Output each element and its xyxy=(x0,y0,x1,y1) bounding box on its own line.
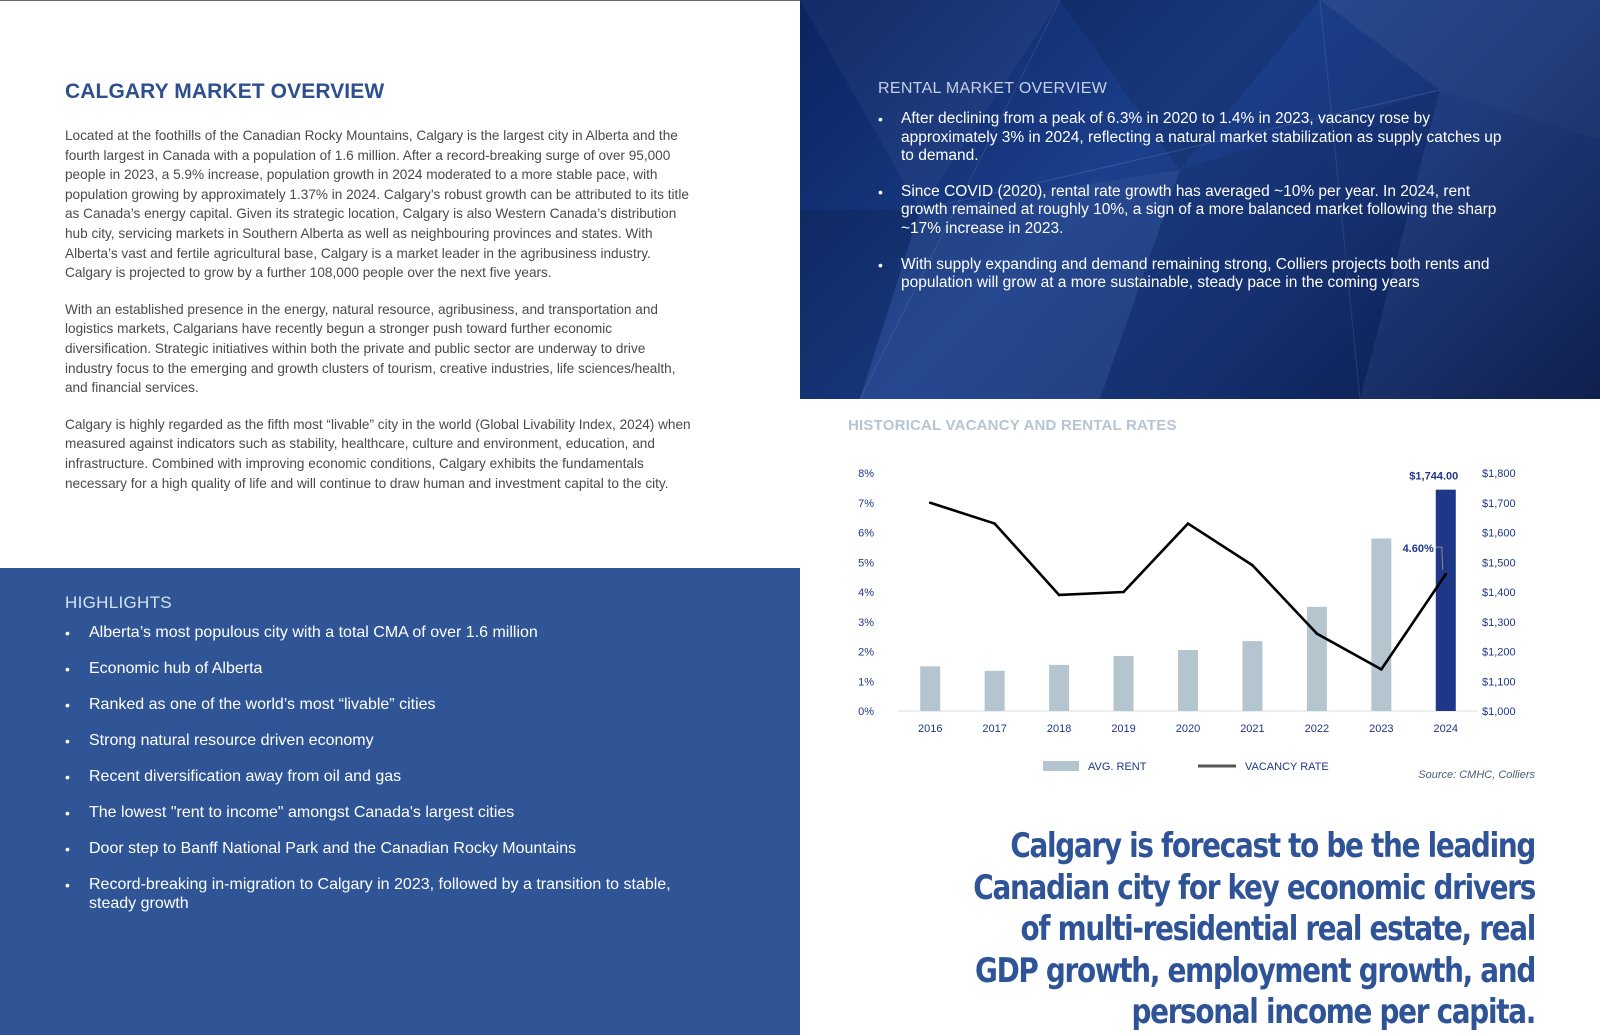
chart-source: Source: CMHC, Colliers xyxy=(1418,769,1535,781)
rental-item: • Since COVID (2020), rental rate growth has averaged ~10% per year. In 2024, rent growth remained at roughly 10%, a sign of a more balanced market following the sharp ~17% increase in 2023. xyxy=(878,183,1518,239)
market-overview-section xyxy=(65,80,695,510)
y-right-tick-label: $1,500 xyxy=(1482,557,1516,570)
x-tick-label: 2019 xyxy=(1111,723,1136,735)
rent-bar xyxy=(1178,650,1198,711)
vacancy-point xyxy=(1122,591,1125,594)
vacancy-point xyxy=(929,501,932,504)
overview-paragraph-2: With an established presence in the energy, natural resource, agribusiness, and transportation and logistics markets, Calgarians have recently begun a stronger push toward further economic diversification. Strategic initiatives within both the private and public sector are underway to drive industry focus to the emerging and growth clusters of tourism, creative industries, life sciences/health, and financial services. xyxy=(65,301,676,396)
y-right-tick-label: $1,600 xyxy=(1482,527,1516,540)
rental-overview-title: RENTAL MARKET OVERVIEW xyxy=(878,80,1108,97)
rent-bar xyxy=(1307,607,1327,711)
rental-item: • After declining from a peak of 6.3% in 2020 to 1.4% in 2023, vacancy rose by approximately 3% in 2024, reflecting a natural market stabilization as supply catches up to demand. xyxy=(878,110,1518,166)
rental-item: • With supply expanding and demand remaining strong, Colliers projects both rents and population will grow at a more sustainable, steady pace in the coming years xyxy=(878,256,1518,293)
chart-title: HISTORICAL VACANCY AND RENTAL RATES xyxy=(848,417,1177,434)
y-left-tick-label: 6% xyxy=(858,527,874,540)
highlights-panel xyxy=(0,568,800,1035)
x-tick-label: 2018 xyxy=(1046,723,1072,735)
y-left-tick-label: 7% xyxy=(858,497,874,510)
x-tick-label: 2017 xyxy=(982,723,1007,735)
rent-bar xyxy=(1049,665,1069,711)
y-right-tick-label: $1,700 xyxy=(1482,497,1516,510)
highlight-item: • Economic hub of Alberta xyxy=(65,660,685,679)
x-tick-label: 2023 xyxy=(1369,723,1394,735)
vacancy-point xyxy=(1444,573,1447,576)
legend-label-vacancy: VACANCY RATE xyxy=(1245,761,1329,773)
y-left-tick-label: 2% xyxy=(858,646,874,659)
rent-bar xyxy=(920,666,940,711)
x-tick-label: 2021 xyxy=(1240,723,1265,735)
highlight-item: • Ranked as one of the world’s most “livable” cities xyxy=(65,696,685,715)
y-right-tick-label: $1,800 xyxy=(1482,468,1516,480)
vacancy-point xyxy=(1187,522,1190,525)
vacancy-point xyxy=(1251,564,1254,567)
vacancy-point xyxy=(993,522,996,525)
rent-bar xyxy=(1242,641,1262,711)
rental-overview-list xyxy=(878,110,1518,310)
market-overview-title: CALGARY MARKET OVERVIEW xyxy=(65,80,385,103)
vacancy-rent-chart xyxy=(848,455,1548,790)
y-left-tick-label: 0% xyxy=(858,706,874,718)
rental-overview-panel xyxy=(800,0,1600,399)
forecast-quote: Calgary is forecast to be the leading Canadian city for key economic drivers of multi-residential real estate, real GDP growth, employment growth, and personal income per capita. xyxy=(973,826,1535,1032)
legend-label-rent: AVG. RENT xyxy=(1088,761,1147,773)
rent-bar xyxy=(1114,656,1134,711)
overview-paragraph-3: Calgary is highly regarded as the fifth most “livable” city in the world (Global Livability Index, 2024) when measured against indicators such as stability, healthcare, culture and environment, education, and infrastructure. Combined with improving economic conditions, Calgary exhibits the fundamentals necessary for a high quality of life and will continue to draw human and investment capital to the city. xyxy=(65,416,691,491)
highlights-title: HIGHLIGHTS xyxy=(65,593,172,612)
vacancy-point xyxy=(1058,594,1061,597)
vacancy-rate-line xyxy=(930,503,1446,670)
vacancy-point xyxy=(1380,668,1383,671)
vacancy-point xyxy=(1316,632,1319,635)
legend-swatch-rent xyxy=(1043,761,1079,771)
rent-bar xyxy=(1371,538,1391,711)
y-right-tick-label: $1,300 xyxy=(1482,616,1516,629)
highlight-item: • Recent diversification away from oil and gas xyxy=(65,768,685,787)
y-right-tick-label: $1,200 xyxy=(1482,646,1516,659)
highlight-item: • Alberta’s most populous city with a total CMA of over 1.6 million xyxy=(65,624,685,643)
y-left-tick-label: 3% xyxy=(858,616,874,629)
rent-bar xyxy=(985,671,1005,711)
highlights-list xyxy=(65,624,685,931)
y-right-tick-label: $1,400 xyxy=(1482,587,1516,599)
highlight-item: • Strong natural resource driven economy xyxy=(65,732,685,751)
x-tick-label: 2024 xyxy=(1433,723,1459,735)
y-right-tick-label: $1,000 xyxy=(1482,706,1516,718)
highlight-item: • Door step to Banff National Park and the Canadian Rocky Mountains xyxy=(65,840,685,859)
highlight-item: • Record-breaking in-migration to Calgary in 2023, followed by a transition to stable, steady growth xyxy=(65,876,685,913)
y-left-tick-label: 8% xyxy=(858,468,874,480)
x-tick-label: 2022 xyxy=(1304,723,1330,735)
rent-bar xyxy=(1436,490,1456,711)
y-left-tick-label: 5% xyxy=(858,557,874,570)
x-tick-label: 2016 xyxy=(917,723,943,735)
y-left-tick-label: 4% xyxy=(858,587,874,599)
overview-paragraph-1: Located at the foothills of the Canadian Rocky Mountains, Calgary is the largest city in Alberta and the fourth largest in Canada with a population of 1.6 million. After a record-breaking surge of over 95,000 people in 2023, a 5.9% increase, population growth in 2024 moderated to a more stable pace, with population growing by approximately 1.37% in 2024. Calgary’s robust growth can be attributed to its title as Canada’s energy capital. Given its strategic location, Calgary is also Western Canada’s distribution hub city, servicing markets in Southern Alberta as well as neighbouring provinces and states. With Alberta’s vast and fertile agricultural base, Calgary is a market leader in the agribusiness industry. Calgary is projected to grow by a further 108,000 people over the next five years. xyxy=(65,128,689,281)
top-rule xyxy=(0,0,800,1)
y-right-tick-label: $1,100 xyxy=(1482,676,1516,689)
y-left-tick-label: 1% xyxy=(858,676,874,689)
highlight-item: • The lowest "rent to income" amongst Canada's largest cities xyxy=(65,804,685,823)
rent-data-label: $1,744.00 xyxy=(1409,470,1459,483)
x-tick-label: 2020 xyxy=(1175,723,1201,735)
vacancy-data-label: 4.60% xyxy=(1402,543,1434,556)
